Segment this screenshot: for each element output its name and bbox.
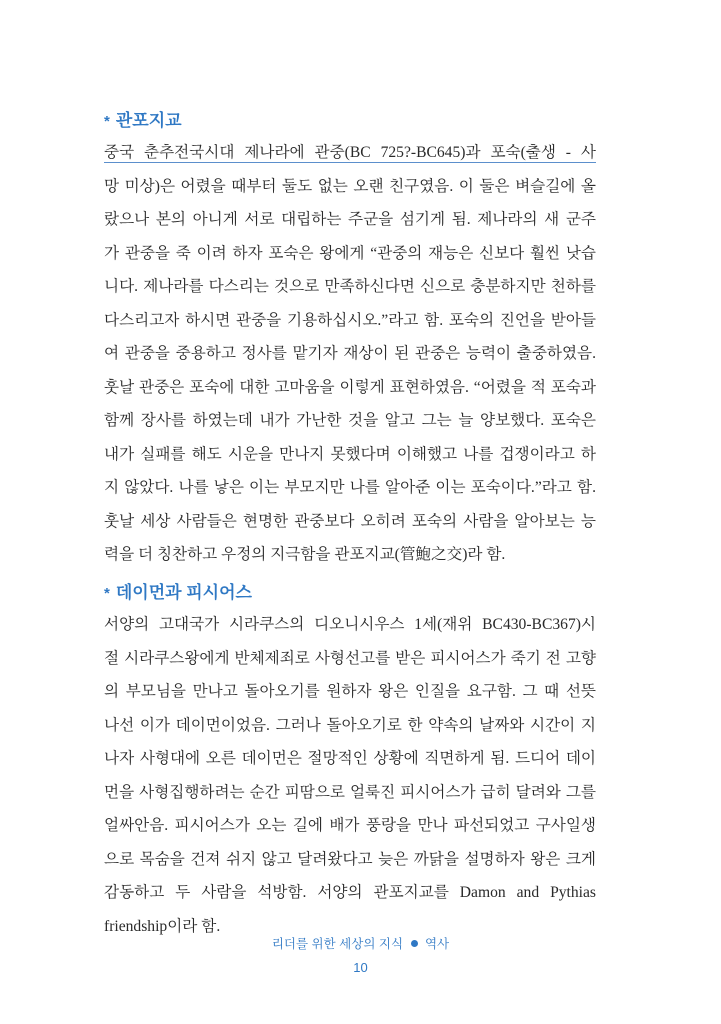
text-line: 먼을 사형집행하려는 순간 피땀으로 얼룩진 피시어스가 급히 달려와 그를 xyxy=(104,783,596,801)
bullet-star-icon: * xyxy=(104,113,110,130)
text-line: friendship이라 함. xyxy=(104,917,221,935)
text-line: 절 시라쿠스왕에게 반체제죄로 사형선고를 받은 피시어스가 죽기 전 고향 xyxy=(104,649,596,667)
text-line: 가 관중을 죽 이려 하자 포숙은 왕에게 “관중의 재능은 신보다 훨씬 낫습 xyxy=(104,244,596,262)
bullet-dot-icon xyxy=(411,940,418,947)
text-line: 으로 목숨을 건져 쉬지 않고 달려왔다고 늦은 까닭을 설명하자 왕은 크게 xyxy=(104,850,596,868)
text-line: 지 않았다. 나를 낳은 이는 부모지만 나를 알아준 이는 포숙이다.”라고 함. xyxy=(104,479,596,496)
text-line: 훗날 세상 사람들은 현명한 관중보다 오히려 포숙의 사람을 알아보는 능 xyxy=(104,512,596,530)
text-line: 나자 사형대에 오른 데이먼은 절망적인 상황에 직면하게 됨. 드디어 데이 xyxy=(104,750,596,767)
text-line: 랐으나 본의 아니게 서로 대립하는 주군을 섬기게 됨. 제나라의 새 군주 xyxy=(104,211,596,228)
section-title-text: 관포지교 xyxy=(115,111,182,130)
book-title: 리더를 위한 세상의 지식 xyxy=(271,937,404,951)
text-line: 감동하고 두 사람을 석방함. 서양의 관포지교를 Damon and Pythias xyxy=(104,884,596,901)
text-line: 내가 실패를 해도 시운을 만나지 못했다며 이해했고 나를 겁쟁이라고 하 xyxy=(104,445,596,463)
page-number: 10 xyxy=(353,960,368,975)
section-heading-damon-pythias xyxy=(104,578,252,603)
text-line: 훗날 관중은 포숙에 대한 고마움을 이렇게 표현하였음. “어렸을 적 포숙과 xyxy=(104,378,596,396)
footer-book-title xyxy=(0,934,721,952)
text-line: 서양의 고대국가 시라쿠스의 디오니시우스 1세(재위 BC430-BC367)시 xyxy=(104,616,596,633)
text-line: 얼싸안음. 피시어스가 오는 길에 배가 풍랑을 만나 파선되었고 구사일생 xyxy=(104,817,596,834)
section-heading-gwanpojigyo xyxy=(104,106,182,131)
section-title-text: 데이먼과 피시어스 xyxy=(115,583,252,602)
text-line: 의 부모님을 만나고 돌아오기를 원하자 왕은 인질을 요구함. 그 때 선뜻 xyxy=(104,683,596,700)
paragraph-damon-pythias xyxy=(104,608,596,943)
text-line xyxy=(104,136,596,170)
bullet-star-icon: * xyxy=(104,585,110,602)
text-line: 력을 더 칭찬하고 우정의 지극함을 관포지교(管鮑之交)라 함. xyxy=(104,546,506,563)
text-line: 니다. 제나라를 다스리는 것으로 만족하신다면 신으로 충분하지만 천하를 xyxy=(104,278,596,295)
text-line: 망 미상)은 어렸을 때부터 둘도 없는 오랜 친구였음. 이 둘은 벼슬길에 올 xyxy=(104,177,596,195)
text-line: 여 관중을 중용하고 정사를 맡기자 재상이 된 관중은 능력이 출중하였음. xyxy=(104,345,596,362)
text-line: 다스리고자 하시면 관중을 기용하십시오.”라고 함. 포숙의 진언을 받아들 xyxy=(104,311,596,329)
subject-label: 역사 xyxy=(424,937,450,951)
paragraph-gwanpojigyo xyxy=(104,136,596,572)
text-line: 함께 장사를 하였는데 내가 가난한 것을 알고 그는 늘 양보했다. 포숙은 xyxy=(104,412,596,429)
text-line: 나선 이가 데이먼이었음. 그러나 돌아오기로 한 약속의 날짜와 시간이 지 xyxy=(104,716,596,734)
underlined-text: 중국 춘추전국시대 제나라에 관중(BC 725?-BC645)과 포숙(출생 - 사 xyxy=(104,144,596,161)
